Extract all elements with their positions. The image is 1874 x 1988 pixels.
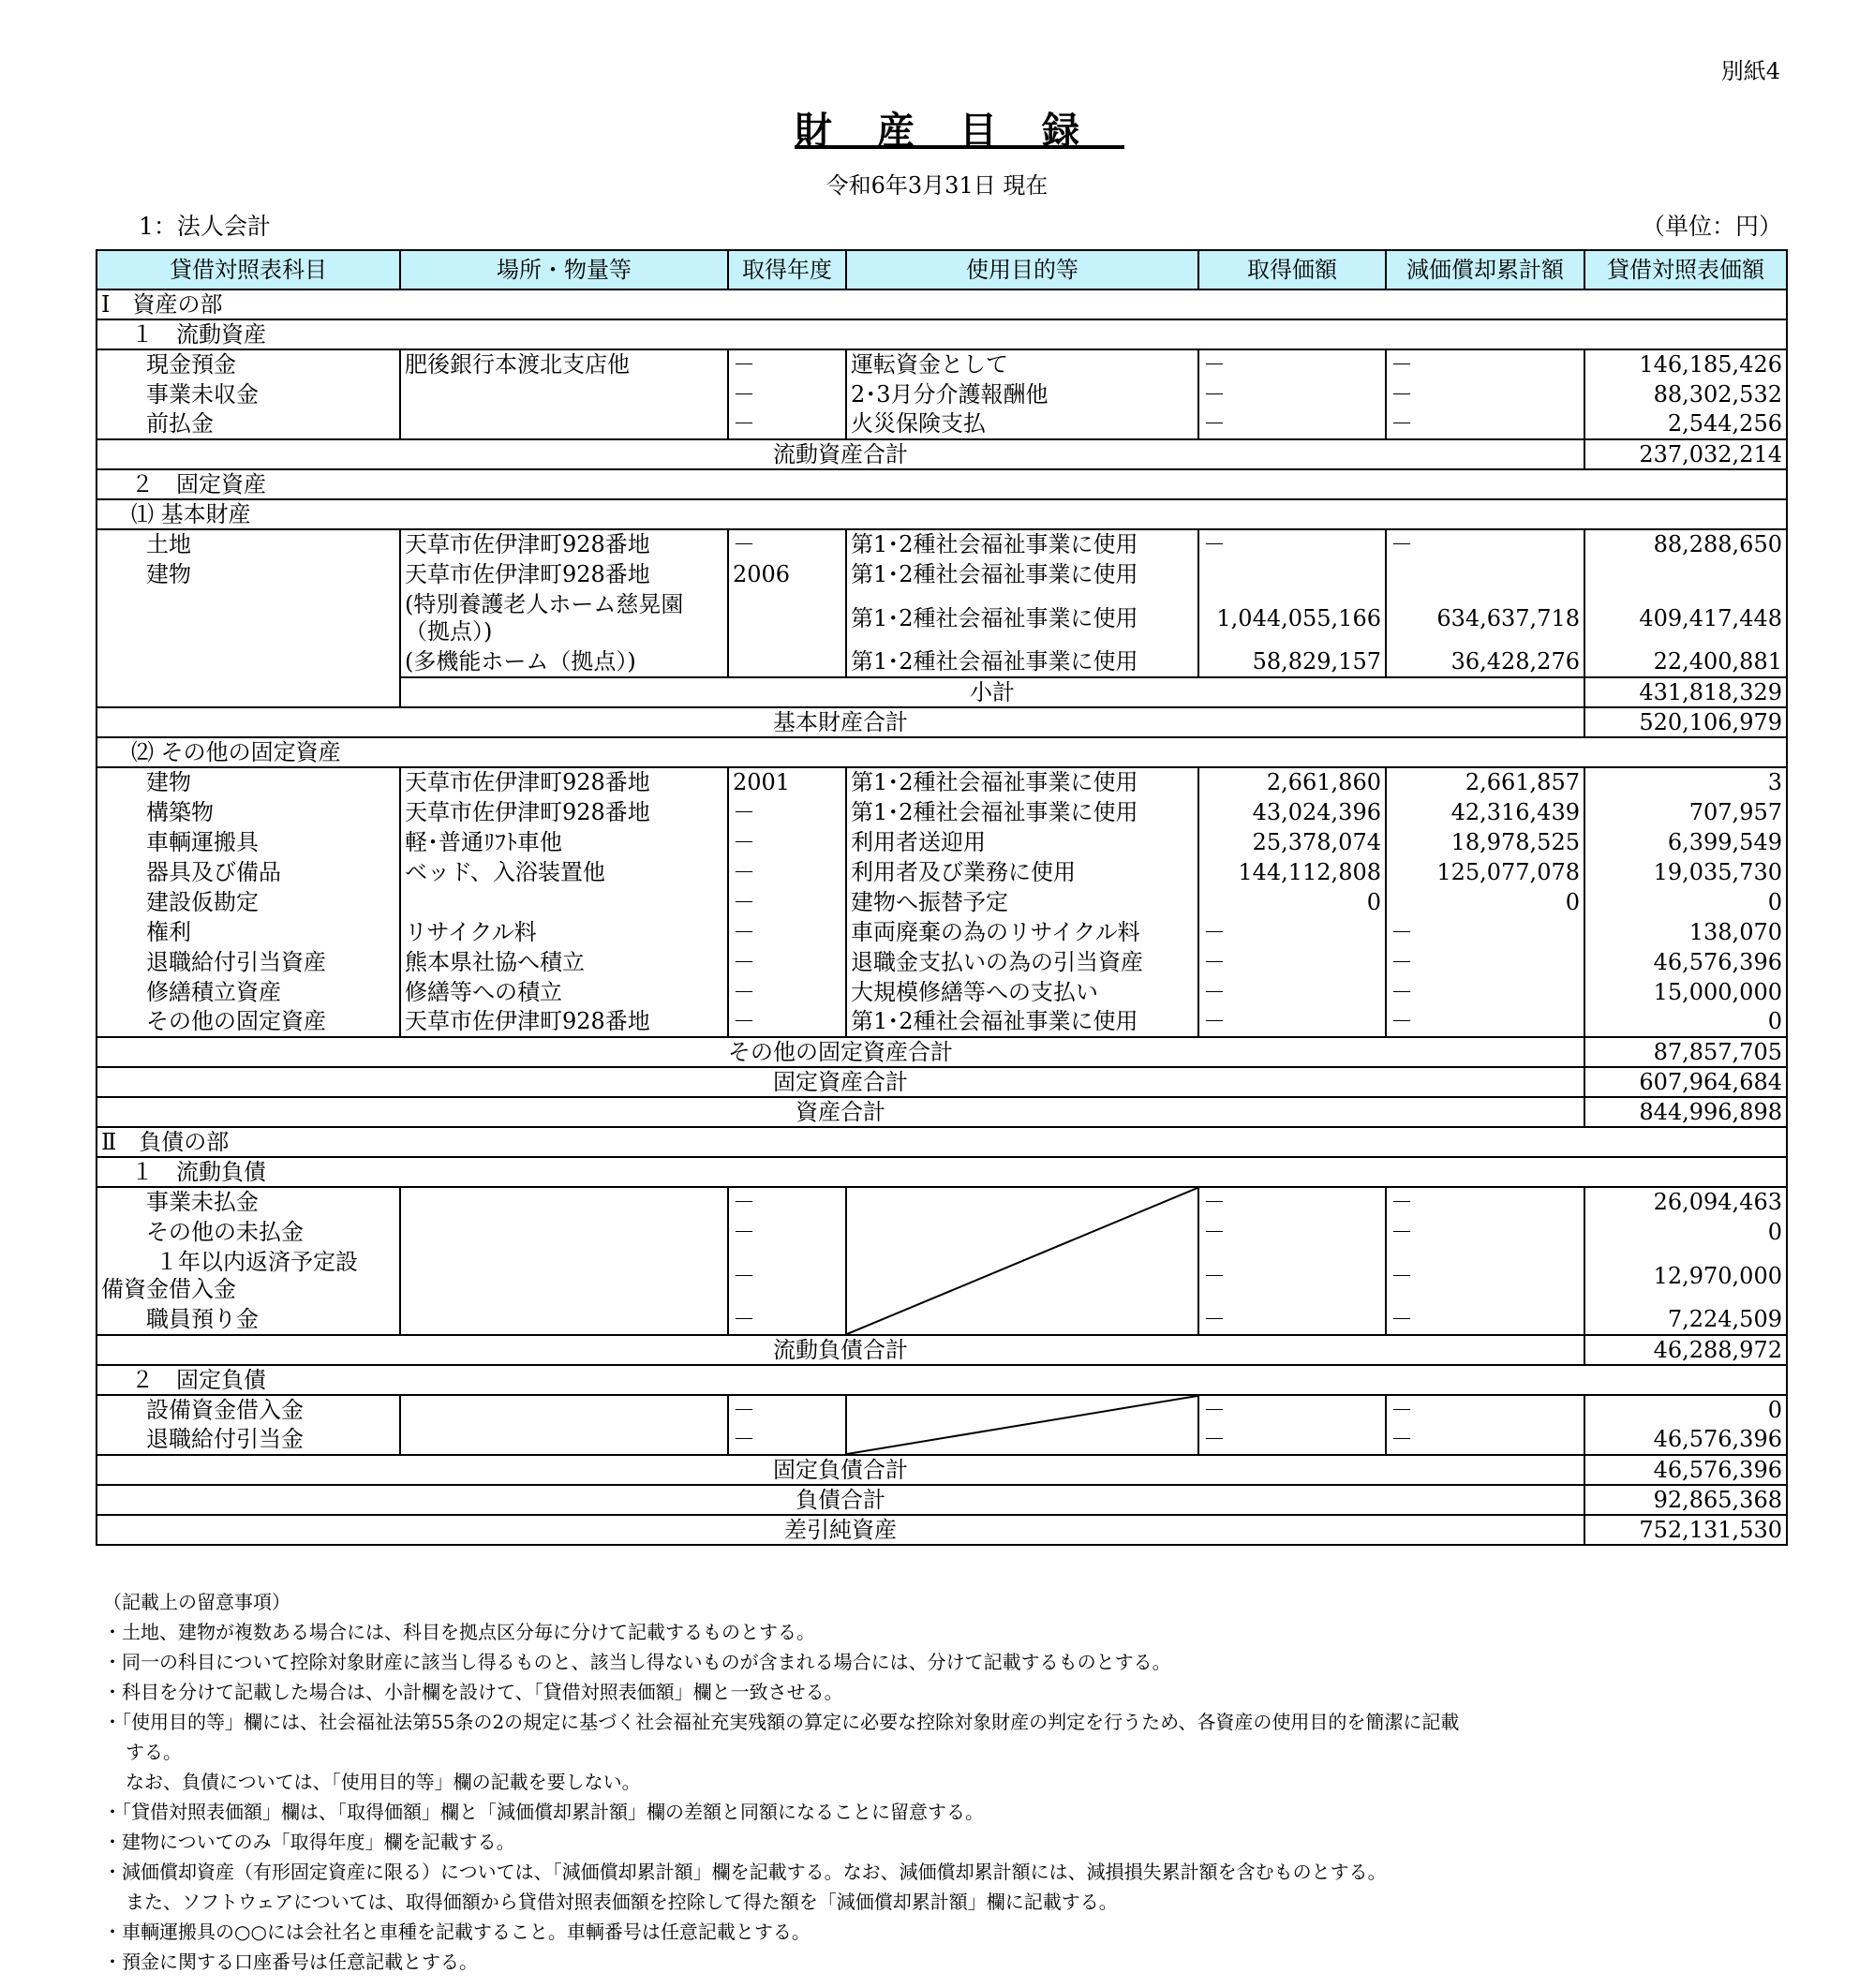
subsection-row <box>97 737 1787 767</box>
table-row <box>97 1007 1787 1037</box>
year-cell: － <box>728 977 846 1007</box>
dep-cell: － <box>1386 1217 1584 1247</box>
subsection-row <box>97 499 1787 529</box>
value-cell: 46,576,396 <box>1584 1425 1787 1455</box>
header-cell: 場所・物量等 <box>400 250 728 289</box>
year-cell: － <box>728 827 846 857</box>
asset-total: 844,996,898 <box>1584 1097 1787 1127</box>
item-cell: 構築物 <box>97 797 400 827</box>
total-row <box>97 1067 1787 1097</box>
table-row <box>97 797 1787 827</box>
cost-cell: － <box>1198 409 1386 439</box>
cost-cell: 58,829,157 <box>1198 647 1386 677</box>
place-cell: 天草市佐伊津町928番地 <box>400 1007 728 1037</box>
item-cell: 車輌運搬具 <box>97 827 400 857</box>
purpose-cell: 建物へ振替予定 <box>846 887 1198 917</box>
note-item-continuation: する。 <box>126 1741 182 1763</box>
table-row <box>97 917 1787 947</box>
fixed-assets-label: ２ 固定資産 <box>97 469 1787 499</box>
header-cell: 貸借対照表価額 <box>1584 250 1787 289</box>
dep-cell: － <box>1386 1187 1584 1217</box>
year-cell: 2006 <box>728 559 846 589</box>
dep-cell: － <box>1386 349 1584 379</box>
cost-cell: － <box>1198 529 1386 559</box>
dep-cell: 125,077,078 <box>1386 857 1584 887</box>
liabilities-total-label: 負債合計 <box>97 1485 1584 1515</box>
subtotal-value: 431,818,329 <box>1584 677 1787 707</box>
item-cell: 退職給付引当資産 <box>97 947 400 977</box>
note-item: ・「貸借対照表価額」欄は、「取得価額」欄と「減価償却累計額」欄の差額と同額になることに留意する。 <box>103 1801 984 1823</box>
header-cell: 取得年度 <box>728 250 846 289</box>
cost-cell: 1,044,055,166 <box>1198 589 1386 647</box>
place-cell: 肥後銀行本渡北支店他 <box>400 349 728 379</box>
purpose-na-cell <box>846 1395 1198 1455</box>
value-cell <box>1584 559 1787 589</box>
purpose-cell: 第1･2種社会福祉事業に使用 <box>846 529 1198 559</box>
value-cell: 0 <box>1584 1217 1787 1247</box>
fixed-assets-total-label: 固定資産合計 <box>97 1067 1584 1097</box>
place-cell <box>400 409 728 439</box>
table-row <box>97 1395 1787 1425</box>
cost-cell: － <box>1198 349 1386 379</box>
cost-cell: － <box>1198 1305 1386 1335</box>
value-cell: 2,544,256 <box>1584 409 1787 439</box>
cost-cell: 144,112,808 <box>1198 857 1386 887</box>
asset-ledger-table <box>96 249 1788 1546</box>
year-cell: － <box>728 349 846 379</box>
attachment-label: 別紙4 <box>1720 58 1780 84</box>
cost-cell: － <box>1198 1395 1386 1425</box>
place-cell: 軽･普通ﾘﾌﾄ車他 <box>400 827 728 857</box>
net-assets-total: 752,131,530 <box>1584 1515 1787 1545</box>
place-cell: ベッド、入浴装置他 <box>400 857 728 887</box>
item-cell: 建物 <box>97 559 400 589</box>
table-row <box>97 589 1787 647</box>
dep-cell: 36,428,276 <box>1386 647 1584 677</box>
subtotal-row <box>97 677 1787 707</box>
note-item: ・建物についてのみ「取得年度」欄を記載する。 <box>103 1831 515 1853</box>
cost-cell: － <box>1198 1187 1386 1217</box>
purpose-cell: 利用者送迎用 <box>846 827 1198 857</box>
dep-cell: － <box>1386 1305 1584 1335</box>
item-cell: 設備資金借入金 <box>97 1395 400 1425</box>
value-cell: 19,035,730 <box>1584 857 1787 887</box>
dep-cell: － <box>1386 1395 1584 1425</box>
note-item: ・同一の科目について控除対象財産に該当し得るものと、該当し得ないものが含まれる場合には、分けて記載するものとする。 <box>103 1651 1171 1673</box>
item-cell: 権利 <box>97 917 400 947</box>
item-cell: その他の固定資産 <box>97 1007 400 1037</box>
year-cell <box>728 647 846 677</box>
dep-cell: 634,637,718 <box>1386 589 1584 647</box>
item-cell: 現金預金 <box>97 349 400 379</box>
value-cell: 7,224,509 <box>1584 1305 1787 1335</box>
cost-cell: － <box>1198 379 1386 409</box>
table-row <box>97 977 1787 1007</box>
table-row <box>97 379 1787 409</box>
item-cell: 前払金 <box>97 409 400 439</box>
note-item: ・「使用目的等」欄には、社会福祉法第55条の2の規定に基づく社会福祉充実残額の算定に必要な控除対象財産の判定を行うため、各資産の使用目的を簡潔に記載 <box>103 1711 1460 1733</box>
total-row <box>97 439 1787 469</box>
fixed-liabilities-total: 46,576,396 <box>1584 1455 1787 1485</box>
year-cell: － <box>728 379 846 409</box>
cost-cell: 2,661,860 <box>1198 767 1386 797</box>
value-cell: 0 <box>1584 1007 1787 1037</box>
section-row <box>97 1127 1787 1157</box>
current-assets-total-label: 流動資産合計 <box>97 439 1584 469</box>
place-cell: 熊本県社協へ積立 <box>400 947 728 977</box>
purpose-cell: 第1･2種社会福祉事業に使用 <box>846 647 1198 677</box>
item-cell <box>97 1247 400 1305</box>
table-row <box>97 647 1787 677</box>
diagonal-strike-line <box>847 1188 1197 1334</box>
total-row <box>97 707 1787 737</box>
dep-cell: － <box>1386 529 1584 559</box>
place-cell <box>400 379 728 409</box>
cost-cell: － <box>1198 917 1386 947</box>
cost-cell: － <box>1198 1217 1386 1247</box>
year-cell: － <box>728 1305 846 1335</box>
current-liabilities-total: 46,288,972 <box>1584 1335 1787 1365</box>
dep-cell: 18,978,525 <box>1386 827 1584 857</box>
purpose-cell: 退職金支払いの為の引当資産 <box>846 947 1198 977</box>
basic-property-total-label: 基本財産合計 <box>97 707 1584 737</box>
cost-cell: － <box>1198 977 1386 1007</box>
cost-cell: 43,024,396 <box>1198 797 1386 827</box>
value-cell: 146,185,426 <box>1584 349 1787 379</box>
item-cell <box>97 647 400 677</box>
year-cell: － <box>728 797 846 827</box>
fixed-liabilities-total-label: 固定負債合計 <box>97 1455 1584 1485</box>
place-cell: リサイクル料 <box>400 917 728 947</box>
year-cell: － <box>728 529 846 559</box>
note-item: ・預金に関する口座番号は任意記載とする。 <box>103 1951 478 1973</box>
liabilities-total: 92,865,368 <box>1584 1485 1787 1515</box>
current-liabilities-total-label: 流動負債合計 <box>97 1335 1584 1365</box>
cost-cell <box>1198 559 1386 589</box>
item-cell: 建設仮勘定 <box>97 887 400 917</box>
header-cell: 使用目的等 <box>846 250 1198 289</box>
dep-cell: － <box>1386 379 1584 409</box>
other-fixed-total: 87,857,705 <box>1584 1037 1787 1067</box>
subsection-row <box>97 1365 1787 1395</box>
purpose-cell: 運転資金として <box>846 349 1198 379</box>
subsection-row <box>97 1157 1787 1187</box>
cost-cell: － <box>1198 1007 1386 1037</box>
year-cell: － <box>728 1395 846 1425</box>
place-cell: 天草市佐伊津町928番地 <box>400 529 728 559</box>
cost-cell: 0 <box>1198 887 1386 917</box>
total-row <box>97 1097 1787 1127</box>
item-cell: 職員預り金 <box>97 1305 400 1335</box>
table-row <box>97 767 1787 797</box>
subtotal-label: 小計 <box>400 677 1584 707</box>
table-row <box>97 887 1787 917</box>
value-cell: 0 <box>1584 887 1787 917</box>
purpose-cell: 利用者及び業務に使用 <box>846 857 1198 887</box>
dep-cell <box>1386 559 1584 589</box>
dep-cell: 42,316,439 <box>1386 797 1584 827</box>
value-cell: 12,970,000 <box>1584 1247 1787 1305</box>
note-item: ・車輌運搬具の○○には会社名と車種を記載すること。車輌番号は任意記載とする。 <box>103 1921 811 1943</box>
dep-cell: － <box>1386 409 1584 439</box>
total-row <box>97 1335 1787 1365</box>
place-cell <box>400 887 728 917</box>
total-row <box>97 1485 1787 1515</box>
net-assets-label: 差引純資産 <box>97 1515 1584 1545</box>
item-cell: 退職給付引当金 <box>97 1425 400 1455</box>
year-cell: － <box>728 1187 846 1217</box>
header-cell: 取得価額 <box>1198 250 1386 289</box>
cost-cell: 25,378,074 <box>1198 827 1386 857</box>
value-cell: 88,288,650 <box>1584 529 1787 559</box>
year-cell: 2001 <box>728 767 846 797</box>
value-cell: 6,399,549 <box>1584 827 1787 857</box>
item-cell: 土地 <box>97 529 400 559</box>
year-cell <box>728 589 846 647</box>
value-cell: 3 <box>1584 767 1787 797</box>
value-cell: 707,957 <box>1584 797 1787 827</box>
current-assets-label: １ 流動資産 <box>97 319 1787 349</box>
assets-section-label: Ⅰ 資産の部 <box>97 289 1787 319</box>
place-cell <box>400 1187 728 1335</box>
value-cell: 409,417,448 <box>1584 589 1787 647</box>
year-cell: － <box>728 1425 846 1455</box>
current-liabilities-label: １ 流動負債 <box>97 1157 1787 1187</box>
page-title: 財産目録 <box>795 109 1124 153</box>
dep-cell: － <box>1386 1247 1584 1305</box>
item-cell <box>97 589 400 647</box>
cost-cell: － <box>1198 1247 1386 1305</box>
subsection-row <box>97 319 1787 349</box>
value-cell: 46,576,396 <box>1584 947 1787 977</box>
year-cell: － <box>728 1217 846 1247</box>
table-row <box>97 947 1787 977</box>
note-item: ・減価償却資産（有形固定資産に限る）については、「減価償却累計額」欄を記載する。なお、減価償却累計額には、減損損失累計額を含むものとする。 <box>103 1861 1387 1883</box>
purpose-cell: 第1･2種社会福祉事業に使用 <box>846 767 1198 797</box>
basic-property-label: ⑴ 基本財産 <box>97 499 1787 529</box>
note-item-continuation: また、ソフトウェアについては、取得価額から貸借対照表価額を控除して得た額を「減価償却累計額」欄に記載する。 <box>126 1891 1118 1913</box>
fixed-assets-total: 607,964,684 <box>1584 1067 1787 1097</box>
value-cell: 26,094,463 <box>1584 1187 1787 1217</box>
dep-cell: 2,661,857 <box>1386 767 1584 797</box>
total-row <box>97 1455 1787 1485</box>
place-cell: 天草市佐伊津町928番地 <box>400 559 728 589</box>
item-cell: その他の未払金 <box>97 1217 400 1247</box>
cost-cell: － <box>1198 947 1386 977</box>
table-row <box>97 409 1787 439</box>
place-cell: 修繕等への積立 <box>400 977 728 1007</box>
basic-property-total: 520,106,979 <box>1584 707 1787 737</box>
as-of-date: 令和6年3月31日 現在 <box>825 172 1049 199</box>
year-cell: － <box>728 887 846 917</box>
other-fixed-total-label: その他の固定資産合計 <box>97 1037 1584 1067</box>
purpose-cell: 大規模修繕等への支払い <box>846 977 1198 1007</box>
notes-section <box>103 1587 1790 1977</box>
purpose-cell: 第1･2種社会福祉事業に使用 <box>846 559 1198 589</box>
other-fixed-assets-label: ⑵ その他の固定資産 <box>97 737 1787 767</box>
table-row <box>97 857 1787 887</box>
year-cell: － <box>728 1007 846 1037</box>
item-cell: 事業未収金 <box>97 379 400 409</box>
header-cell: 貸借対照表科目 <box>97 250 400 289</box>
item-cell: 建物 <box>97 767 400 797</box>
year-cell: － <box>728 857 846 887</box>
total-row <box>97 1037 1787 1067</box>
dep-cell: － <box>1386 977 1584 1007</box>
notes-heading: （記載上の留意事項） <box>103 1591 290 1613</box>
fixed-liabilities-label: ２ 固定負債 <box>97 1365 1787 1395</box>
value-cell: 22,400,881 <box>1584 647 1787 677</box>
item-cell: 器具及び備品 <box>97 857 400 887</box>
asset-total-label: 資産合計 <box>97 1097 1584 1127</box>
section-label: 1：法人会計 <box>139 213 271 240</box>
item-cell: 事業未払金 <box>97 1187 400 1217</box>
subsection-row <box>97 469 1787 499</box>
purpose-cell: 第1･2種社会福祉事業に使用 <box>846 1007 1198 1037</box>
purpose-cell: 車両廃棄の為のリサイクル料 <box>846 917 1198 947</box>
purpose-cell: 2･3月分介護報酬他 <box>846 379 1198 409</box>
place-cell <box>400 1395 728 1455</box>
note-item: ・科目を分けて記載した場合は、小計欄を設けて、「貸借対照表価額」欄と一致させる。 <box>103 1681 843 1703</box>
year-cell: － <box>728 917 846 947</box>
purpose-cell: 火災保険支払 <box>846 409 1198 439</box>
place-cell: (多機能ホーム（拠点）) <box>400 647 728 677</box>
dep-cell: － <box>1386 1425 1584 1455</box>
value-cell: 138,070 <box>1584 917 1787 947</box>
table-row <box>97 827 1787 857</box>
place-cell: (特別養護老人ホーム慈晃園（拠点）) <box>400 589 728 647</box>
section-row <box>97 289 1787 319</box>
dep-cell: － <box>1386 947 1584 977</box>
purpose-na-cell <box>846 1187 1198 1335</box>
year-cell: － <box>728 1247 846 1305</box>
diagonal-strike-line <box>847 1396 1197 1454</box>
year-cell: － <box>728 947 846 977</box>
item-cell: 修繕積立資産 <box>97 977 400 1007</box>
liabilities-section-label: Ⅱ 負債の部 <box>97 1127 1787 1157</box>
value-cell: 88,302,532 <box>1584 379 1787 409</box>
total-row <box>97 1515 1787 1545</box>
table-row <box>97 529 1787 559</box>
year-cell: － <box>728 409 846 439</box>
note-item-continuation: なお、負債については、「使用目的等」欄の記載を要しない。 <box>126 1771 641 1793</box>
item-cell <box>97 677 400 707</box>
cost-cell: － <box>1198 1425 1386 1455</box>
header-cell: 減価償却累計額 <box>1386 250 1584 289</box>
note-item: ・土地、建物が複数ある場合には、科目を拠点区分毎に分けて記載するものとする。 <box>103 1621 815 1643</box>
dep-cell: － <box>1386 1007 1584 1037</box>
place-cell: 天草市佐伊津町928番地 <box>400 797 728 827</box>
item-cell-line2: 備資金借入金 <box>101 1276 236 1302</box>
purpose-cell: 第1･2種社会福祉事業に使用 <box>846 589 1198 647</box>
place-cell: 天草市佐伊津町928番地 <box>400 767 728 797</box>
unit-label: （単位：円） <box>1641 213 1782 240</box>
table-row <box>97 1187 1787 1217</box>
table-row <box>97 349 1787 379</box>
table-row <box>97 559 1787 589</box>
purpose-cell: 第1･2種社会福祉事業に使用 <box>846 797 1198 827</box>
dep-cell: 0 <box>1386 887 1584 917</box>
item-cell-line1: １年以内返済予定設 <box>156 1249 358 1275</box>
current-assets-total: 237,032,214 <box>1584 439 1787 469</box>
value-cell: 15,000,000 <box>1584 977 1787 1007</box>
header-row <box>97 250 1787 289</box>
dep-cell: － <box>1386 917 1584 947</box>
value-cell: 0 <box>1584 1395 1787 1425</box>
